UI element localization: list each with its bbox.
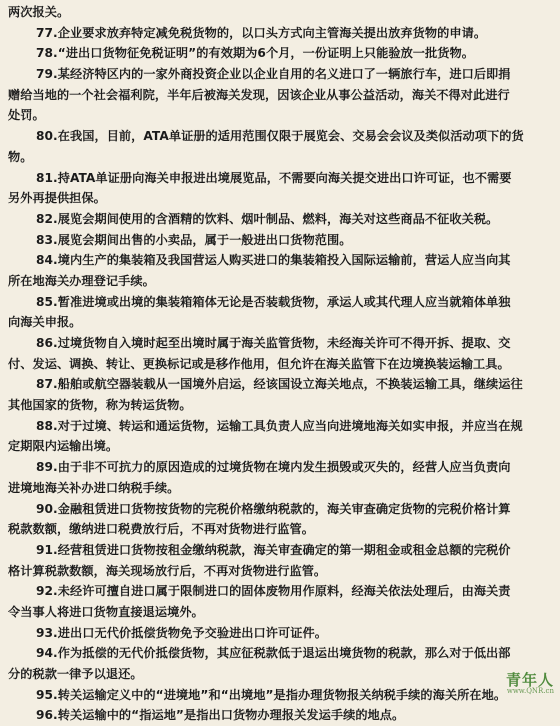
text-line: 处罚。	[8, 108, 45, 123]
text-line: 78.“进出口货物征免税证明”的有效期为6个月，一份证明上只能验放一批货物。	[36, 46, 474, 61]
text-line: 85.暂准进境或出境的集装箱箱体无论是否装载货物，承运人或其代理人应当就箱体单独	[36, 294, 511, 309]
text-line: 94.作为抵偿的无代价抵偿货物，其应征税款低于退运出境货物的税款，那么对于低出部	[36, 646, 511, 661]
text-line: 93.进出口无代价抵偿货物免予交验进出口许可证件。	[36, 625, 327, 640]
watermark-logo-text: 青年人	[505, 671, 554, 689]
text-line: 96.转关运输中的“指运地”是指出口货物办理报关发运手续的地点。	[36, 708, 405, 723]
text-line: 所在地海关办理登记手续。	[8, 273, 155, 288]
text-line: 其他国家的货物，称为转运货物。	[8, 398, 192, 413]
watermark-url: www.QNR.cn	[506, 687, 554, 695]
text-line: 80.在我国，目前，ATA单证册的适用范围仅限于展览会、交易会会议及类似活动项下的货	[36, 129, 524, 144]
text-line: 物。	[8, 149, 33, 164]
text-line: 格计算税款数额，海关现场放行后，不再对货物进行监管。	[8, 563, 327, 578]
text-line: 89.由于非不可抗力的原因造成的过境货物在境内发生损毁或灭失的，经营人应当负责向	[36, 460, 511, 475]
text-line: 两次报关。	[8, 5, 70, 19]
text-line: 79.某经济特区内的一家外商投资企业以企业自用的名义进口了一辆旅行车，进口后即捐	[36, 67, 511, 82]
text-line: 定期限内运输出境。	[8, 439, 119, 454]
text-line: 分的税款一律予以退还。	[8, 667, 143, 681]
text-line: 另外再提供担保。	[8, 191, 106, 206]
text-line: 税款数额，缴纳进口税费放行后，不再对货物进行监管。	[8, 522, 314, 537]
text-line: 91.经营租赁进口货物按租金缴纳税款，海关审查确定的第一期租金或租金总额的完税价	[36, 542, 511, 557]
text-line: 77.企业要求放弃特定减免税货物的，以口头方式向主管海关提出放弃货物的申请。	[36, 25, 487, 40]
text-line: 88.对于过境、转运和通运货物，运输工具负责人应当向进境地海关如实申报，并应当在规	[36, 418, 523, 433]
text-line: 赠给当地的一个社会福利院，半年后被海关发现，因该企业从事公益活动，海关不得对此进行	[8, 87, 510, 102]
text-line: 83.展览会期间出售的小卖品，属于一般进出口货物范围。	[36, 232, 352, 247]
text-line: 付、发运、调换、转让、更换标记或是移作他用，但允许在海关监管下在边境换装运输工具。	[8, 356, 510, 371]
text-line: 81.持ATA单证册向海关申报进出境展览品，不需要向海关提交进出口许可证，也不需要	[36, 170, 512, 185]
text-line: 令当事人将进口货物直接退运境外。	[8, 604, 204, 619]
text-line: 进境地海关补办进口纳税手续。	[8, 480, 180, 495]
text-line: 向海关申报。	[8, 315, 82, 330]
text-line: 90.金融租赁进口货物按货物的完税价格缴纳税款的，海关审查确定货物的完税价格计算	[36, 501, 511, 516]
text-line: 92.未经许可擅自进口属于限制进口的固体废物用作原料，经海关依法处理后，由海关责	[36, 584, 511, 599]
text-line: 87.船舶或航空器装载从一国境外启运，经该国设立海关地点，不换装运输工具，继续运往	[36, 377, 523, 392]
site-watermark	[506, 673, 554, 695]
text-line: 86.过境货物自入境时起至出境时属于海关监管货物，未经海关许可不得开拆、提取、交	[36, 336, 511, 350]
text-line: 84.境内生产的集装箱及我国营运人购买进口的集装箱投入国际运输前，营运人应当向其	[36, 253, 511, 268]
text-line: 95.转关运输定义中的“进境地”和“出境地”是指办理货物报关纳税手续的海关所在地。	[36, 687, 507, 702]
text-line: 82.展览会期间使用的含酒精的饮料、烟叶制品、燃料，海关对这些商品不征收关税。	[36, 211, 499, 226]
